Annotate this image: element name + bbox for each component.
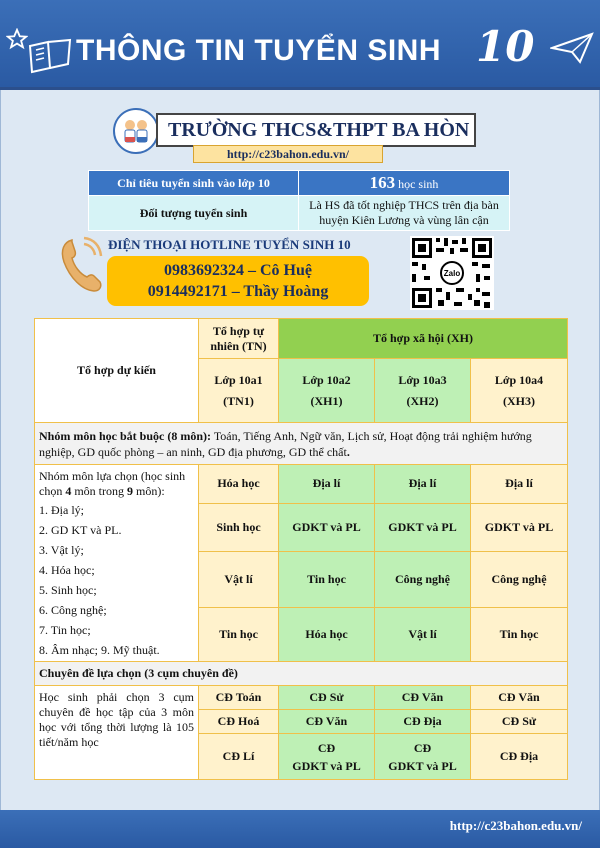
target-line-1: Là HS đã tốt nghiệp THCS trên địa bàn bbox=[309, 198, 499, 212]
enrollment-info-table bbox=[88, 170, 510, 231]
elective-item: 4. Hóa học; bbox=[39, 563, 95, 577]
school-url[interactable]: http://c23bahon.edu.vn/ bbox=[193, 145, 383, 163]
elective-item: 1. Địa lý; bbox=[39, 503, 84, 517]
elective-title-text: môn): bbox=[133, 484, 165, 498]
class-code: (XH2) bbox=[406, 393, 439, 408]
zalo-qr-code[interactable] bbox=[410, 236, 494, 310]
hotline-number-1[interactable]: 0983692324 – Cô Huệ bbox=[164, 262, 312, 279]
required-line-1: Toán, Tiếng Anh, Ngữ văn, Lịch sử, Hoạt động trải nghiệm hướng bbox=[213, 428, 532, 443]
banner-title: THÔNG TIN TUYỂN SINH bbox=[76, 34, 442, 67]
elective-cell: Tin học bbox=[199, 607, 279, 661]
quota-value bbox=[299, 171, 510, 196]
tn-header bbox=[199, 319, 279, 359]
elective-count: 4 bbox=[65, 484, 72, 498]
school-logo bbox=[113, 108, 159, 154]
topic-cell: CĐ Địa bbox=[375, 710, 471, 734]
topic-description: Học sinh phải chọn 3 cụm chuyên đề học tập của 3 môn học với tổng thời lượng là 105 tiết/năm học bbox=[35, 686, 199, 780]
xh-header: Tổ hợp xã hội (XH) bbox=[279, 319, 568, 359]
topic-cell: CĐ Văn bbox=[279, 710, 375, 734]
elective-total: 9 bbox=[127, 484, 133, 498]
target-value bbox=[299, 196, 510, 231]
required-end: . bbox=[346, 444, 350, 459]
topic-cell-line-2: GDKT và PL bbox=[388, 758, 457, 773]
header-banner bbox=[0, 0, 600, 90]
elective-cell: Vật lí bbox=[375, 607, 471, 661]
elective-cell: Tin học bbox=[279, 551, 375, 607]
class-code: (XH1) bbox=[310, 393, 343, 408]
class-10a1 bbox=[199, 359, 279, 423]
topic-cell-line-1: CĐ bbox=[413, 740, 432, 755]
elective-item: 8. Âm nhạc; 9. Mỹ thuật. bbox=[39, 643, 160, 657]
elective-cell: Công nghệ bbox=[375, 551, 471, 607]
elective-cell: Địa lí bbox=[279, 465, 375, 504]
elective-list bbox=[35, 465, 199, 662]
required-line-2: nghiệp, GD quốc phòng – an ninh, GD địa phương, GD thể chất bbox=[39, 444, 347, 459]
elective-title-2 bbox=[39, 484, 194, 499]
banner-number: 10 bbox=[476, 22, 535, 71]
elective-item: 7. Tin học; bbox=[39, 623, 91, 637]
elective-title-text: môn trong bbox=[71, 484, 127, 498]
footer-bar bbox=[0, 810, 600, 848]
elective-cell: Địa lí bbox=[375, 465, 471, 504]
book-icon bbox=[28, 38, 72, 74]
topic-cell-line-1: CĐ bbox=[317, 740, 336, 755]
footer-url[interactable]: http://c23bahon.edu.vn/ bbox=[449, 818, 582, 833]
target-line-2: huyện Kiên Lương và vùng lân cận bbox=[319, 213, 489, 227]
elective-item: 5. Sinh học; bbox=[39, 583, 97, 597]
elective-cell: Tin học bbox=[471, 607, 568, 661]
class-name: Lớp 10a3 bbox=[398, 372, 447, 387]
elective-cell: GDKT và PL bbox=[279, 503, 375, 551]
topic-cell bbox=[375, 734, 471, 780]
star-icon bbox=[6, 28, 28, 50]
zalo-label: Zalo bbox=[443, 269, 461, 278]
topic-cell: CĐ Địa bbox=[471, 734, 568, 780]
hotline-number-2[interactable]: 0914492171 – Thầy Hoàng bbox=[147, 283, 329, 300]
quota-number: 163 bbox=[369, 173, 396, 192]
elective-item: 6. Công nghệ; bbox=[39, 603, 107, 617]
elective-cell: Địa lí bbox=[471, 465, 568, 504]
topic-cell-line-2: GDKT và PL bbox=[292, 758, 361, 773]
topic-cell: CĐ Toán bbox=[199, 686, 279, 710]
hotline-box bbox=[107, 256, 369, 306]
class-name: Lớp 10a4 bbox=[494, 372, 544, 387]
topic-cell: CĐ Văn bbox=[471, 686, 568, 710]
class-10a4 bbox=[471, 359, 568, 423]
topic-cell: CĐ Lí bbox=[199, 734, 279, 780]
tn-header-line-1: Tổ hợp tự bbox=[212, 323, 265, 338]
elective-cell: Công nghệ bbox=[471, 551, 568, 607]
elective-cell: GDKT và PL bbox=[375, 503, 471, 551]
hotline-title: ĐIỆN THOẠI HOTLINE TUYỂN SINH 10 bbox=[108, 237, 351, 252]
elective-cell: Hóa học bbox=[279, 607, 375, 661]
phone-icon bbox=[58, 236, 104, 294]
class-10a2 bbox=[279, 359, 375, 423]
required-label: Nhóm môn học bắt buộc (8 môn): bbox=[39, 428, 212, 443]
school-name: TRƯỜNG THCS&THPT BA HÒN bbox=[156, 113, 476, 147]
elective-title-1: Nhóm môn lựa chọn (học sinh bbox=[39, 469, 186, 483]
paper-plane-icon bbox=[550, 30, 594, 66]
elective-cell: Vật lí bbox=[199, 551, 279, 607]
students-icon bbox=[118, 113, 154, 149]
elective-title-text: chọn bbox=[39, 484, 66, 498]
class-name: Lớp 10a2 bbox=[302, 372, 351, 387]
topic-cell: CĐ Hoá bbox=[199, 710, 279, 734]
target-label: Đối tượng tuyển sinh bbox=[89, 196, 299, 231]
elective-cell: Hóa học bbox=[199, 465, 279, 504]
group-label: Tổ hợp dự kiến bbox=[35, 319, 199, 423]
quota-unit: học sinh bbox=[398, 177, 439, 191]
elective-cell: GDKT và PL bbox=[471, 503, 568, 551]
class-code: (XH3) bbox=[503, 393, 535, 408]
elective-item: 2. GD KT và PL. bbox=[39, 523, 122, 537]
class-10a3 bbox=[375, 359, 471, 423]
topic-cell: CĐ Văn bbox=[375, 686, 471, 710]
quota-label: Chỉ tiêu tuyển sinh vào lớp 10 bbox=[89, 171, 299, 196]
topic-cell bbox=[279, 734, 375, 780]
class-code: (TN1) bbox=[223, 393, 254, 408]
topic-title: Chuyên đề lựa chọn (3 cụm chuyên đề) bbox=[35, 662, 568, 686]
elective-item: 3. Vật lý; bbox=[39, 543, 84, 557]
elective-cell: Sinh học bbox=[199, 503, 279, 551]
subject-combination-table bbox=[34, 318, 568, 780]
topic-cell: CĐ Sử bbox=[471, 710, 568, 734]
required-subjects bbox=[35, 423, 568, 465]
tn-header-line-2: nhiên (TN) bbox=[210, 338, 267, 353]
class-name: Lớp 10a1 bbox=[214, 372, 263, 387]
topic-cell: CĐ Sử bbox=[279, 686, 375, 710]
